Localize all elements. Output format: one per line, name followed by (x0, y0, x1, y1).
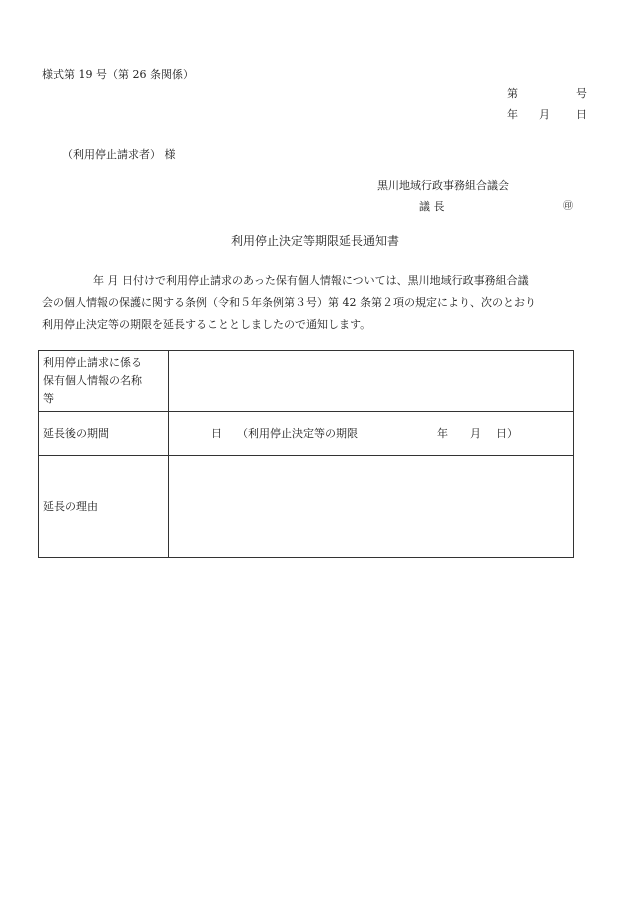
date-month: 月 (539, 108, 550, 121)
body-line-2: 会の個人情報の保護に関する条例（令和５年条例第３号）第 42 条第２項の規定により、次のとおり (42, 296, 536, 309)
document-title: 利用停止決定等期限延長通知書 (230, 234, 399, 248)
info-name-label-line2: 保有個人情報の名称 (43, 374, 142, 387)
period-year: 年 (437, 427, 448, 440)
period-day: 日 (211, 427, 222, 440)
period-month: 月 (470, 427, 481, 440)
table-row-info-name (39, 351, 574, 412)
period-note-close: 日） (496, 427, 518, 440)
info-name-value (169, 351, 574, 412)
body-line-3: 利用停止決定等の期限を延長することとしましたので通知します。 (42, 318, 372, 331)
body-line-1: 年 月 日付けで利用停止請求のあった保有個人情報については、黒川地域行政事務組合議 (93, 274, 529, 287)
info-name-label (39, 351, 169, 412)
extended-period-label: 延長後の期間 (39, 412, 169, 456)
period-note-open: （利用停止決定等の期限 (237, 427, 358, 440)
seal-mark: ㊞ (563, 201, 573, 212)
reason-value (169, 456, 574, 558)
form-number: 様式第 19 号（第 26 条関係） (42, 68, 194, 81)
addressee: （利用停止請求者） 様 (62, 148, 176, 161)
table-row-reason (39, 456, 574, 558)
body-paragraph (42, 270, 590, 336)
number-suffix: 号 (576, 87, 587, 100)
issuer-title: 議 長 (419, 200, 445, 213)
issuer-organization: 黒川地域行政事務組合議会 (377, 179, 509, 192)
date-day: 日 (576, 108, 587, 121)
number-prefix: 第 (507, 87, 518, 100)
table-row-extended-period (39, 412, 574, 456)
extended-period-value (169, 412, 574, 456)
info-name-label-line1: 利用停止請求に係る (43, 356, 142, 369)
date-year: 年 (507, 108, 518, 121)
reason-label: 延長の理由 (39, 456, 169, 558)
info-table (38, 350, 574, 558)
info-name-label-line3: 等 (43, 392, 54, 405)
